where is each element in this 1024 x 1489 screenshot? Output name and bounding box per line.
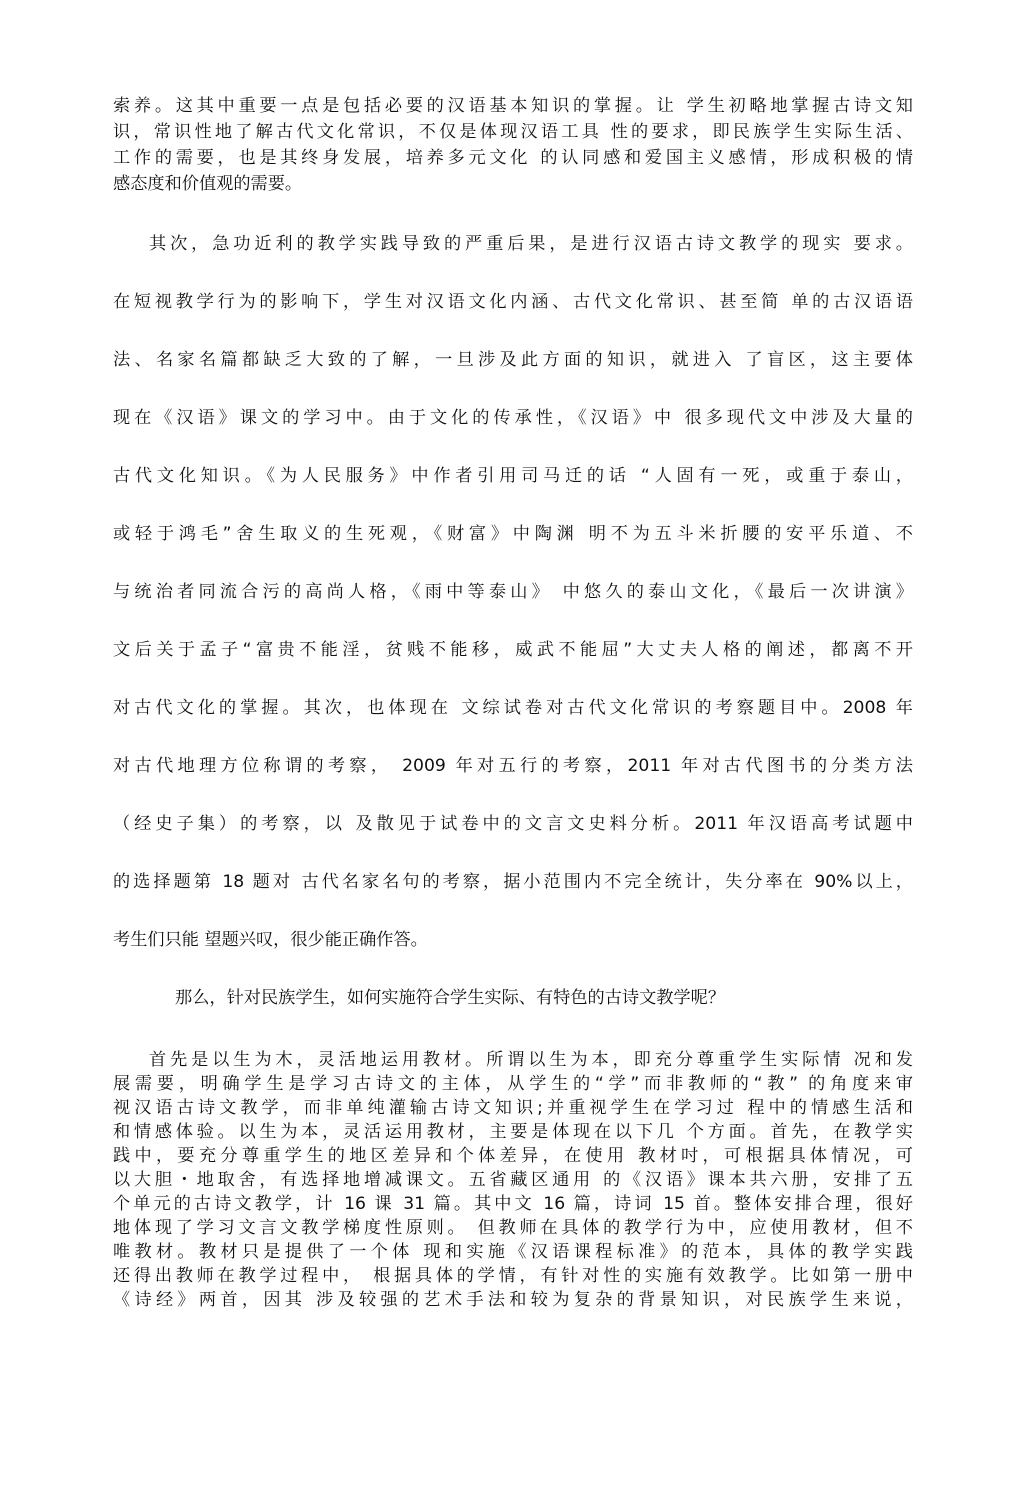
paragraph-line: 对古代文化的掌握。其次，也体现在 文综试卷对古代文化常识的考察题目中。2008 年 — [113, 698, 913, 718]
paragraph-line: 与统治者同流合污的高尚人格，《雨中等泰山》 中悠久的泰山文化，《最后一次讲演》 — [113, 582, 913, 602]
paragraph-line: 和情感体验。以生为本，灵活运用教材，主要是体现在以下几 个方面。首先，在教学实 — [113, 1122, 913, 1142]
paragraph-line: 唯教材。教材只是提供了一个体 现和实施《汉语课程标准》的范本，具体的教学实践 — [113, 1242, 913, 1262]
paragraph-line: 《诗经》两首，因其 涉及较强的艺术手法和较为复杂的背景知识，对民族学生来说， — [113, 1290, 913, 1310]
paragraph-line: （经史子集）的考察，以 及散见于试卷中的文言文史料分析。2011 年汉语高考试题中 — [113, 814, 913, 834]
paragraph-line: 或轻于鸿毛”舍生取义的生死观，《财富》中陶渊 明不为五斗米折腰的安平乐道、不 — [113, 524, 913, 544]
paragraph-line: 展需要，明确学生是学习古诗文的主体，从学生的“学”而非教师的“教” 的角度来审 — [113, 1074, 913, 1094]
paragraph-line: 首先是以生为木，灵活地运用教材。所谓以生为本，即充分尊重学生实际情 况和发 — [149, 1050, 913, 1070]
paragraph-line: 以大胆・地取舍，有选择地增减课文。五省藏区通用 的《汉语》课本共六册，安排了五 — [113, 1170, 913, 1190]
paragraph-line: 在短视教学行为的影响下，学生对汉语文化内涵、古代文化常识、甚至简 单的古汉语语 — [113, 292, 913, 312]
paragraph-line: 个单元的古诗文教学，计 16 课 31 篇。其中文 16 篇，诗词 15 首。整体安排合理，很好 — [113, 1194, 913, 1214]
question-line: 那么，针对民族学生，如何实施符合学生实际、有特色的古诗文教学呢？ — [175, 988, 726, 1008]
paragraph-line: 索养。这其中重要一点是包括必要的汉语基本知识的掌握。让 学生初略地掌握古诗文知 — [113, 96, 913, 116]
paragraph-line: 法、名家名篇都缺乏大致的了解，一旦涉及此方面的知识，就进入 了盲区，这主要体 — [113, 350, 913, 370]
paragraph-line: 的选择题第 18 题对 古代名家名句的考察，据小范围内不完全统计，失分率在 90%以上， — [113, 872, 913, 892]
paragraph-line: 践中，要充分尊重学生的地区差异和个体差异，在使用 教材吋，可根据具体情况，可 — [113, 1146, 913, 1166]
paragraph-line: 考生们只能 望题兴叹，很少能正确作答。 — [113, 930, 428, 950]
paragraph-line: 现在《汉语》课文的学习中。由于文化的传承性，《汉语》中 很多现代文中涉及大量的 — [113, 408, 913, 428]
paragraph-line: 其次，急功近利的教学实践导致的严重后果，是进行汉语古诗文教学的现实 要求。 — [149, 234, 913, 254]
paragraph-line: 识，常识性地了解古代文化常识，不仅是体现汉语工具 性的要求，即民族学生实际生活、 — [113, 122, 913, 142]
paragraph-line: 文后关于孟子“富贵不能淫，贫贱不能移，威武不能屈”大丈夫人格的阐述，都离不开 — [113, 640, 913, 660]
paragraph-line: 还得出教师在教学过程中， 根据具体的学情，有针对性的实施有效教学。比如第一册中 — [113, 1266, 913, 1286]
paragraph-line: 视汉语古诗文教学，而非单纯灌输古诗文知识;并重视学生在学习过 程中的情感生活和 — [113, 1098, 913, 1118]
paragraph-line: 对古代地理方位称谓的考察， 2009 年对五行的考察，2011 年对古代图书的分类方法 — [113, 756, 913, 776]
paragraph-line: 地体现了学习文言文教学梯度性原则。 但教师在具体的教学行为中，应使用教材，但不 — [113, 1218, 913, 1238]
paragraph-line: 感态度和价值观的需要。 — [113, 174, 303, 194]
paragraph-line: 工作的需要，也是其终身发展，培养多元文化 的认同感和爱国主义感情，形成积极的情 — [113, 148, 913, 168]
paragraph-line: 古代文化知识。《为人民服务》中作者引用司马迁的话 “人固有一死，或重于泰山， — [113, 466, 913, 486]
